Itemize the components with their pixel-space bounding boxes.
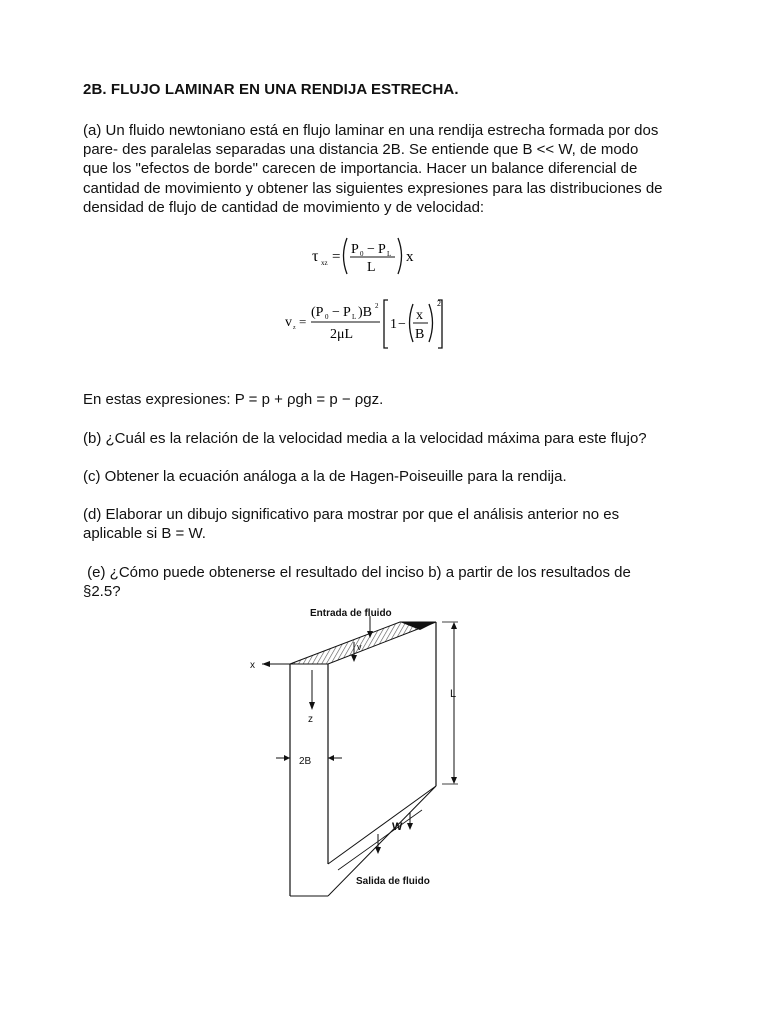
w-dimension-line [338, 810, 422, 870]
eq2-num-pl: P [343, 305, 351, 320]
part-a-line: (a) Un fluido newtoniano está en flujo laminar en una rendija estrecha formada por dos [83, 122, 659, 139]
x-axis-label: x [250, 660, 255, 671]
part-a-line: cantidad de movimiento y obtener las siguientes expresiones para las distribuciones de [83, 179, 663, 197]
eq1-left-paren [344, 238, 348, 274]
eq1-num-p0: P [351, 242, 359, 257]
eq2-left-bracket [384, 300, 388, 348]
v-label: v [357, 642, 362, 652]
page-title: 2B. FLUJO LAMINAR EN UNA RENDIJA ESTRECHA. [83, 81, 459, 98]
2b-arrow-right [328, 755, 334, 761]
eq1-lhs-sub: xz [321, 259, 328, 267]
part-a-paragraph [83, 121, 683, 217]
eq2-exp: 2 [437, 299, 441, 308]
part-a-line: densidad de flujo de cantidad de movimiento y de velocidad: [83, 198, 485, 216]
part-a-line: pare- des paralelas separadas una distancia 2B. Se entiende que B << W, de modo [83, 141, 639, 159]
eq1-num-minus: − [367, 242, 375, 257]
eq2-num-subl: L [352, 313, 357, 321]
eq2-frac-den: B [415, 327, 425, 342]
w-label: W [392, 821, 403, 833]
part-d-line: (d) Elaborar un dibujo significativo para mostrar por que el análisis anterior no es [83, 506, 620, 523]
part-e [83, 563, 683, 601]
part-d-line: aplicable si B = W. [83, 525, 206, 543]
part-c: (c) Obtener la ecuación análoga a la de Hagen-Poiseuille para la rendija. [83, 468, 567, 485]
eq1-num-sub0: 0 [360, 250, 364, 258]
bottom-diagonal-inner [328, 786, 436, 864]
shear-stress-equation [310, 236, 470, 276]
2b-label: 2B [299, 756, 312, 767]
z-axis-arrowhead [309, 702, 315, 710]
eq2-lhs: v [285, 315, 292, 330]
eq1-num-subl: L [387, 250, 392, 258]
eq2-one: 1 [390, 317, 397, 332]
eq1-equals: = [332, 249, 341, 265]
eq2-num-sub0: 0 [325, 313, 329, 321]
eq2-left-paren [410, 304, 414, 342]
v-arrowhead [351, 655, 357, 662]
part-e-line: §2.5? [83, 583, 121, 601]
l-arrow-top [451, 622, 457, 629]
2b-arrow-left [284, 755, 290, 761]
velocity-equation [284, 292, 464, 354]
inlet-face [290, 622, 436, 664]
part-e-line: (e) ¿Cómo puede obtenerse el resultado del inciso b) a partir de los resultados de [83, 564, 631, 581]
part-a-line: que los "efectos de borde" carecen de importancia. Hacer un balance diferencial de [83, 160, 638, 178]
eq2-lhs-sub: z [293, 325, 296, 331]
outlet-arrowhead-2 [407, 823, 413, 830]
expressions-line: En estas expresiones: P = p + ρgh = p − ρgz. [83, 391, 384, 408]
outlet-label: Salida de fluido [356, 876, 430, 887]
inlet-label: Entrada de fluido [310, 608, 392, 619]
z-axis-label: z [308, 714, 313, 725]
l-label: L [450, 688, 457, 700]
eq1-num-pl: P [378, 242, 386, 257]
l-arrow-bottom [451, 777, 457, 784]
eq2-den: 2μL [330, 327, 354, 342]
eq2-minus: − [398, 317, 406, 332]
eq2-num-exp: 2 [375, 302, 379, 310]
x-axis-arrowhead [262, 661, 270, 667]
eq1-right-paren [398, 238, 402, 274]
eq1-den: L [367, 260, 376, 275]
slit-flow-figure [230, 598, 470, 900]
outlet-arrowhead [375, 847, 381, 854]
part-b: (b) ¿Cuál es la relación de la velocidad media a la velocidad máxima para este flujo? [83, 430, 647, 447]
part-d [83, 505, 683, 543]
eq2-frac-num: x [416, 308, 423, 323]
eq2-num-close: )B [358, 305, 372, 320]
eq2-right-paren [429, 304, 433, 342]
eq1-tail: x [406, 249, 414, 265]
eq1-lhs: τ [312, 248, 319, 265]
eq2-equals: = [299, 314, 307, 329]
eq2-num-open: (P [311, 305, 324, 320]
eq2-num-minus: − [332, 305, 340, 320]
